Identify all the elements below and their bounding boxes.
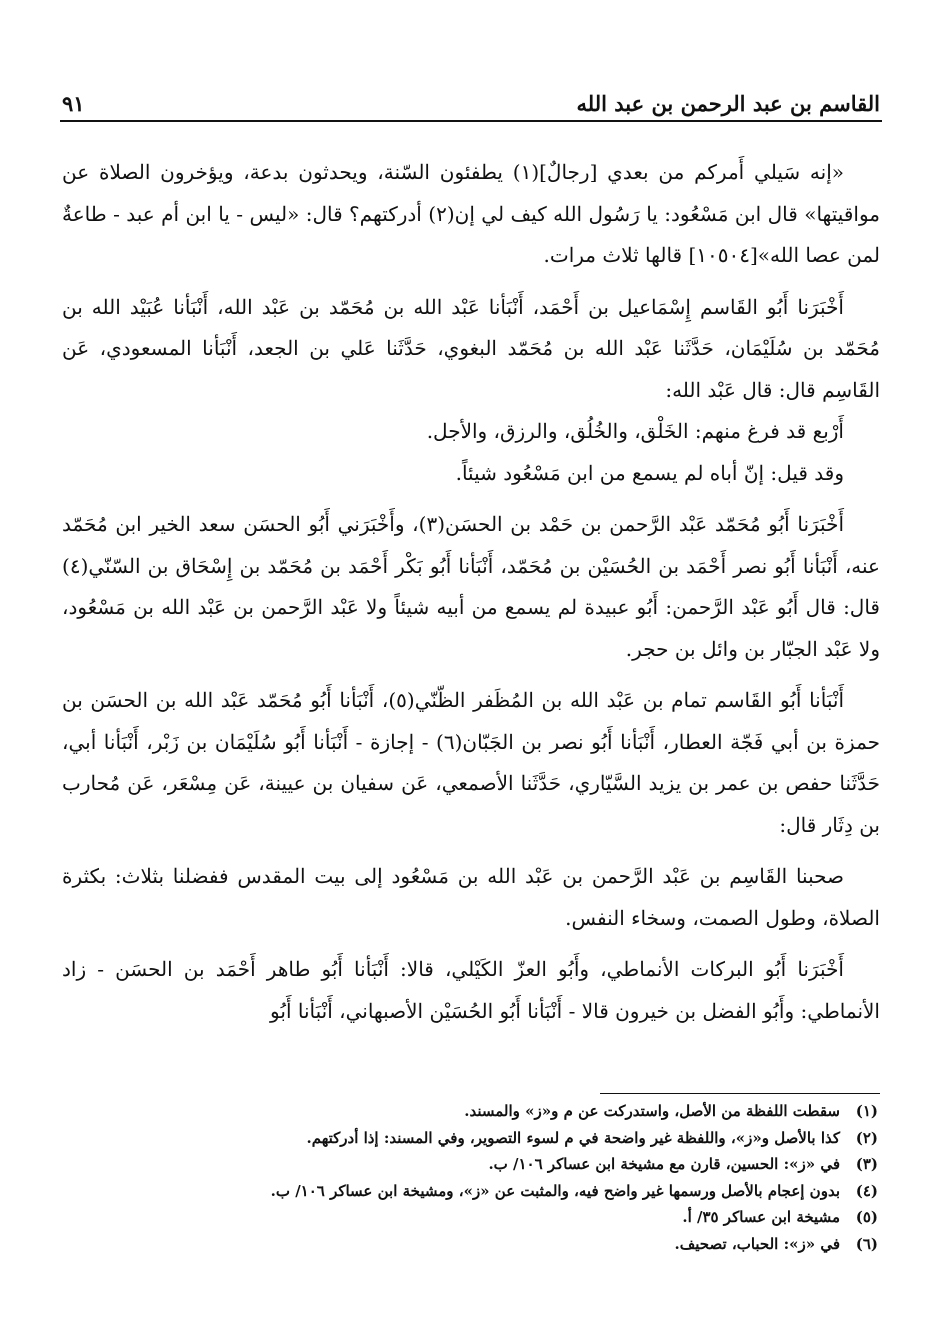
footnote-text: في «ز»: الحباب، تصحيف. bbox=[674, 1234, 840, 1253]
footnote-rule bbox=[600, 1093, 880, 1094]
footnote-number: (١) bbox=[855, 1102, 878, 1120]
page-number: ٩١ bbox=[62, 91, 85, 116]
main-text bbox=[62, 152, 880, 1032]
footnote-text: كذا بالأصل و«ز»، واللفظة غير واضحة في م لسوء التصوير، وفي المسند: إذا أدركتهم. bbox=[306, 1128, 840, 1147]
footnote-number: (٦) bbox=[855, 1234, 878, 1253]
paragraph-isnad-2: أَخْبَرَنا أَبُو مُحَمّد عَبْد الرَّحمن بن حَمْد بن الحسَن(٣)، وأَخْبَرَني أَبُو الحسَن سعد الخير ابن مُحَمّد عنه، أَنْبَأنا أَبُو نصر أَحْمَد بن الحُسَيْن بن مُحَمّد، أَنْبَأنا أَبُو بَكْر أَحْمَد بن مُحَمّد بن إِسْحَاق بن السّنّي(٤) قال: قال أَبُو عَبْد الرَّحمن: أَبُو عبيدة لم يسمع من أبيه شيئاً ولا عَبْد الرَّحمن بن عَبْد الله بن مَسْعُود، ولا عَبْد الجبّار بن وائل بن حجر. bbox=[62, 512, 880, 661]
footnote-text: بدون إعجام بالأصل ورسمها غير واضح فيه، والمثبت عن «ز»، ومشيخة ابن عساكر ١٠٦/ ب. bbox=[270, 1181, 840, 1200]
footnotes bbox=[62, 1098, 878, 1257]
running-header bbox=[62, 82, 880, 116]
paragraph-note: وقد قيل: إنّ أباه لم يسمع من ابن مَسْعُود شيئاً. bbox=[455, 460, 844, 485]
paragraph-isnad-1: أَخْبَرَنا أَبُو القَاسم إِسْمَاعيل بن أَحْمَد، أَنْبَأنا عَبْد الله بن مُحَمّد بن عَبْد الله، أَنْبَأنا عُبَيْد الله بن مُحَمّد بن سُلَيْمَان، حَدَّثَنا عَبْد الله بن مُحَمّد البغوي، حَدَّثَنا عَلي بن الجعد، أَنْبَأنا المسعودي، عَن القَاسِم قال: قال عَبْد الله: bbox=[62, 294, 881, 402]
paragraph-isnad-4: أَخْبَرَنا أَبُو البركات الأنماطي، وأَبُو العزّ الكَيْلي، قالا: أَنْبَأنا أَبُو طاهر أَحْمَد بن الحسَن - زاد الأنماطي: وأَبُو الفضل بن خيرون قالا - أَنْبَأنا أَبُو الحُسَيْن الأصبهاني، أَنْبَأنا أَبُو bbox=[62, 957, 880, 1023]
footnote-item bbox=[62, 1231, 878, 1258]
header-rule bbox=[60, 120, 882, 122]
footnote-item bbox=[62, 1098, 878, 1125]
footnote-item bbox=[62, 1178, 878, 1205]
paragraph-hadith: «إنه سَيلي أَمركم من بعدي [رجالٌ](١) يطفئون السّنة، ويحدثون بدعة، ويؤخرون الصلاة عن مواقيتها» قال ابن مَسْعُود: يا رَسُول الله كيف لي إن(٢) أدركتهم؟ قال: «ليس - يا ابن أم عبد - طاعةٌ لمن عصا الله»[١٠٥٠٤] قالها ثلاث مرات. bbox=[62, 160, 880, 267]
footnote-text: في «ز»: الحسين، قارن مع مشيخة ابن عساكر ١٠٦/ ب. bbox=[488, 1155, 840, 1173]
footnote-number: (٣) bbox=[855, 1155, 878, 1173]
footnote-text: سقطت اللفظة من الأصل، واستدركت عن م و«ز» والمسند. bbox=[464, 1102, 840, 1120]
footnote-item bbox=[62, 1125, 878, 1152]
paragraph-companionship: صحبنا القَاسِم بن عَبْد الرَّحمن بن عَبْد الله بن مَسْعُود إلى بيت المقدس ففضلنا بثلاث: بكثرة الصلاة، وطول الصمت، وسخاء النفس. bbox=[62, 864, 880, 930]
footnote-number: (٥) bbox=[855, 1208, 878, 1226]
footnote-text: مشيخة ابن عساكر ٣٥/ أ. bbox=[682, 1208, 840, 1226]
paragraph-isnad-3: أَنْبَأنا أَبُو القَاسم تمام بن عَبْد الله بن المُظَفر الظّنّي(٥)، أَنْبَأنا أَبُو مُحَمّد عَبْد الله بن الحسَن بن حمزة بن أبي فَجّة العطار، أَنْبَأنا أَبُو نصر بن الجَبّان(٦) - إجازة - أَنْبَأنا أَبُو سُلَيْمَان بن زَبْر، أَنْبَأنا أبي، حَدَّثَنا حفص بن عمر بن يزيد السَّيّاري، حَدَّثَنا الأصمعي، عَن سفيان بن عيينة، عَن مِسْعَر، عَن مُحارب بن دِثَار قال: bbox=[62, 688, 880, 837]
running-title: القاسم بن عبد الرحمن بن عبد الله bbox=[576, 91, 880, 116]
footnote-item bbox=[62, 1151, 878, 1178]
footnote-number: (٤) bbox=[855, 1181, 878, 1200]
paragraph-saying: أَرْبع قد فرغ منهم: الخَلْق، والخُلُق، والرزق، والأجل. bbox=[426, 419, 844, 443]
footnote-number: (٢) bbox=[855, 1128, 878, 1147]
footnote-item bbox=[62, 1204, 878, 1231]
